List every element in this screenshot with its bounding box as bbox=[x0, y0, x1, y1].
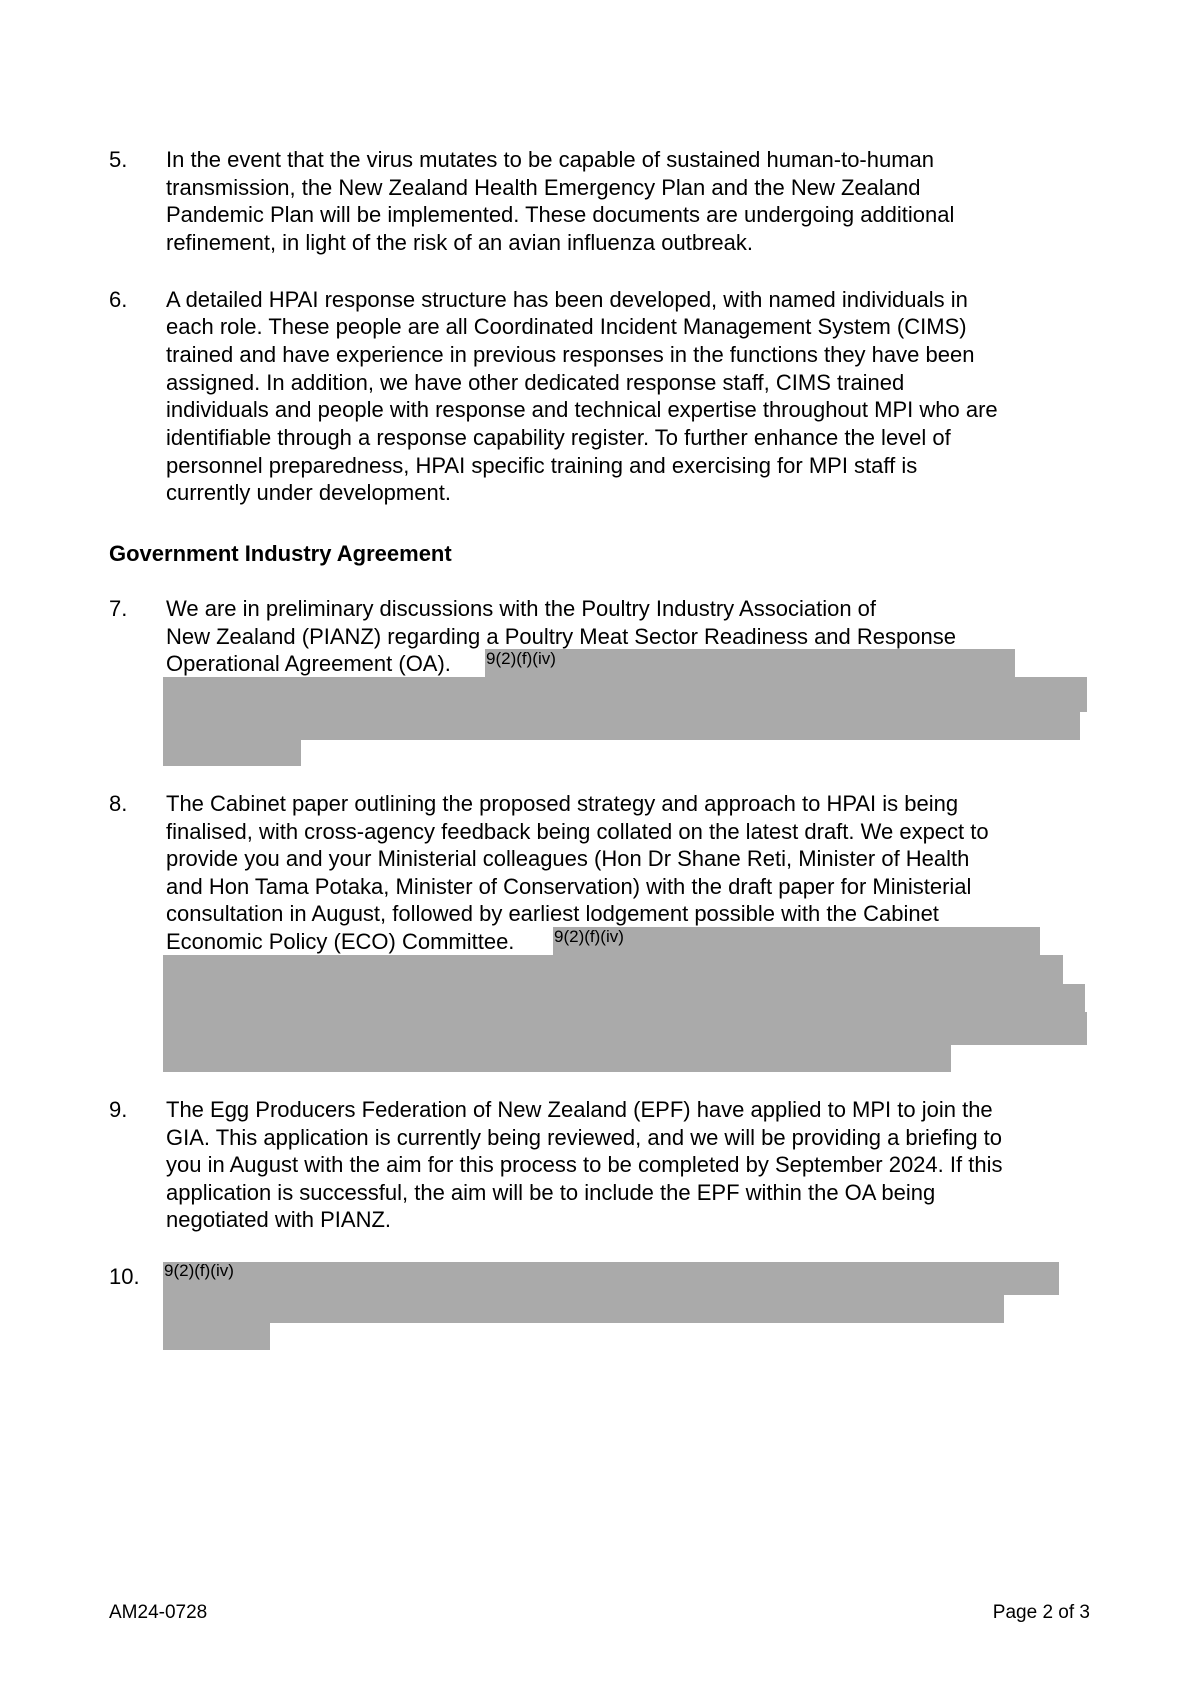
page-number: Page 2 of 3 bbox=[992, 1602, 1090, 1623]
text-line: Pandemic Plan will be implemented. These documents are undergoing additional bbox=[166, 202, 955, 227]
redaction-block bbox=[163, 1044, 951, 1072]
text-line: consultation in August, followed by earliest lodgement possible with the Cabinet bbox=[166, 901, 939, 926]
redaction-label: 9(2)(f)(iv) bbox=[164, 1261, 234, 1280]
text-line: identifiable through a response capability register. To further enhance the level of bbox=[166, 425, 951, 450]
text-line: The Cabinet paper outlining the proposed strategy and approach to HPAI is being bbox=[166, 791, 959, 816]
text-line: and Hon Tama Potaka, Minister of Conservation) with the draft paper for Ministerial bbox=[166, 874, 972, 899]
redaction-block bbox=[163, 711, 1080, 740]
paragraph-number: 6. bbox=[109, 287, 128, 312]
redaction-block bbox=[163, 1012, 1087, 1045]
text-line: transmission, the New Zealand Health Emergency Plan and the New Zealand bbox=[166, 175, 921, 200]
paragraph-number: 7. bbox=[109, 596, 128, 621]
text-line: A detailed HPAI response structure has been developed, with named individuals in bbox=[166, 287, 968, 312]
text-line: currently under development. bbox=[166, 480, 451, 505]
paragraph-number: 5. bbox=[109, 147, 128, 172]
redaction-block bbox=[163, 955, 1063, 985]
text-line: each role. These people are all Coordinated Incident Management System (CIMS) bbox=[166, 314, 967, 339]
text-line: Economic Policy (ECO) Committee. bbox=[166, 929, 515, 954]
paragraph-number: 9. bbox=[109, 1097, 128, 1122]
document-reference: AM24-0728 bbox=[109, 1602, 208, 1623]
redaction-block bbox=[163, 677, 1087, 712]
redaction-block bbox=[163, 1322, 270, 1350]
text-line: We are in preliminary discussions with the Poultry Industry Association of bbox=[166, 596, 877, 621]
text-line: New Zealand (PIANZ) regarding a Poultry Meat Sector Readiness and Response bbox=[166, 624, 956, 649]
paragraph-number: 8. bbox=[109, 791, 128, 816]
text-line: In the event that the virus mutates to be capable of sustained human-to-human bbox=[166, 147, 935, 172]
text-line: application is successful, the aim will be to include the EPF within the OA being bbox=[166, 1180, 936, 1205]
text-line: Operational Agreement (OA). bbox=[166, 651, 451, 676]
redaction-block bbox=[163, 1262, 1059, 1295]
redaction-label: 9(2)(f)(iv) bbox=[554, 927, 624, 946]
text-line: trained and have experience in previous responses in the functions they have been bbox=[166, 342, 975, 367]
text-line: refinement, in light of the risk of an avian influenza outbreak. bbox=[166, 230, 754, 255]
text-line: assigned. In addition, we have other dedicated response staff, CIMS trained bbox=[166, 370, 905, 395]
section-heading: Government Industry Agreement bbox=[109, 541, 452, 566]
text-line: GIA. This application is currently being reviewed, and we will be providing a briefing to bbox=[166, 1125, 1003, 1150]
text-line: provide you and your Ministerial colleagues (Hon Dr Shane Reti, Minister of Health bbox=[166, 846, 970, 871]
redaction-block bbox=[163, 739, 301, 766]
text-line: personnel preparedness, HPAI specific training and exercising for MPI staff is bbox=[166, 453, 918, 478]
text-line: you in August with the aim for this process to be completed by September 2024. If this bbox=[166, 1152, 1003, 1177]
text-line: negotiated with PIANZ. bbox=[166, 1207, 392, 1232]
redaction-block bbox=[485, 649, 1015, 678]
text-line: individuals and people with response and technical expertise throughout MPI who are bbox=[166, 397, 998, 422]
redaction-block bbox=[553, 927, 1040, 956]
redaction-block bbox=[163, 984, 1085, 1013]
paragraph-number: 10. bbox=[109, 1264, 140, 1289]
redaction-block bbox=[163, 1294, 1004, 1323]
text-line: The Egg Producers Federation of New Zealand (EPF) have applied to MPI to join the bbox=[166, 1097, 993, 1122]
redaction-label: 9(2)(f)(iv) bbox=[486, 649, 556, 668]
text-line: finalised, with cross-agency feedback being collated on the latest draft. We expect to bbox=[166, 819, 989, 844]
